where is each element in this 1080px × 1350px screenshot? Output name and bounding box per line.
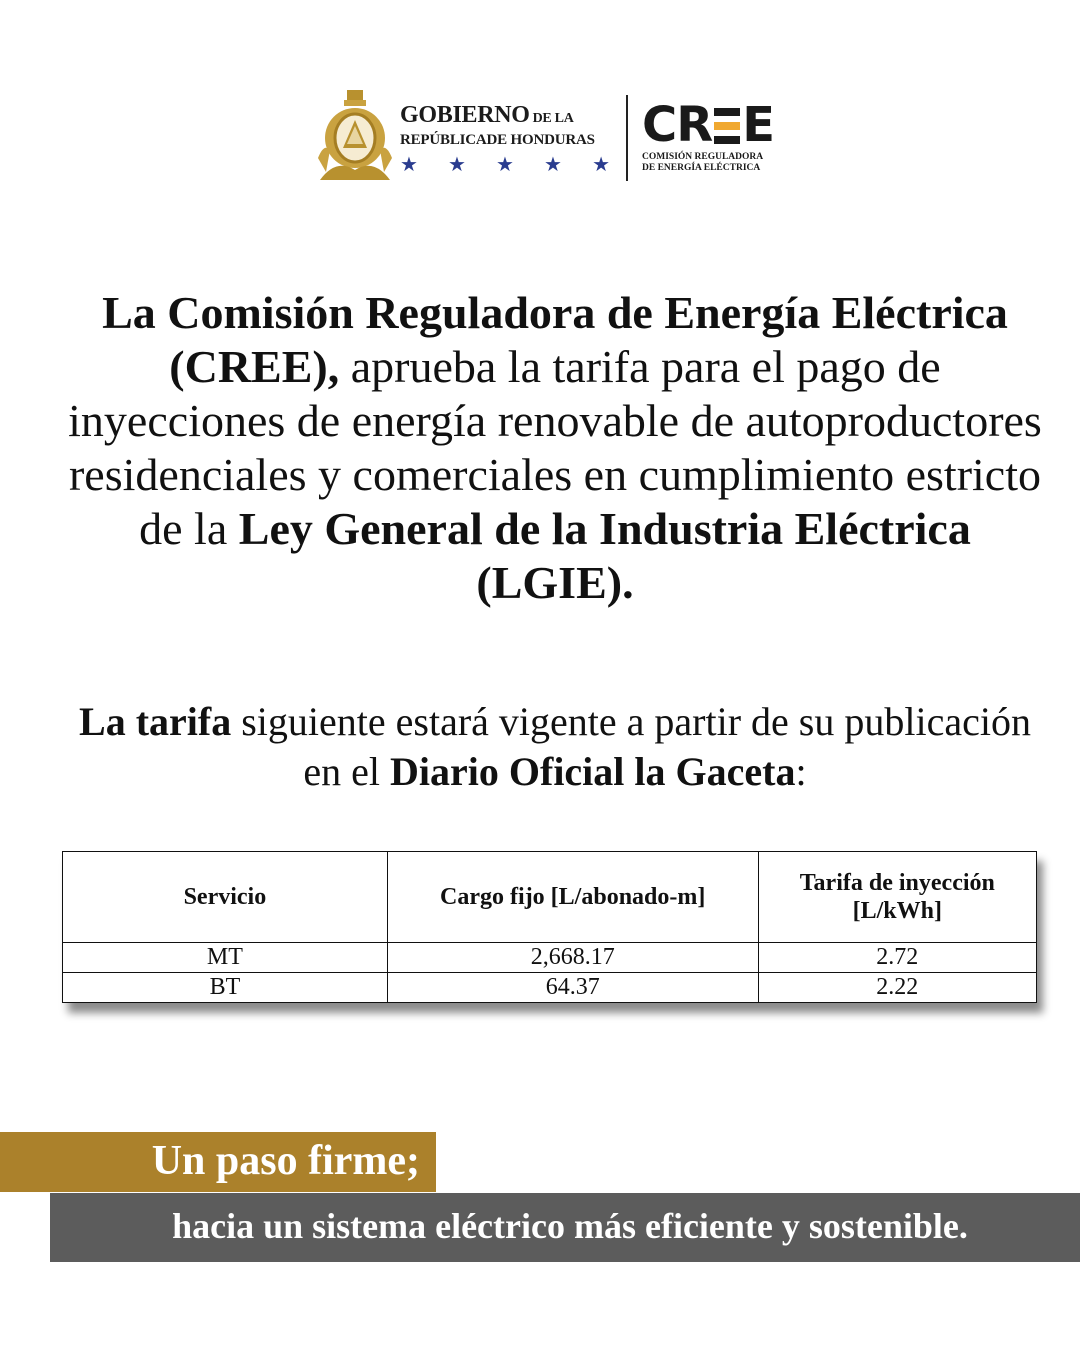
subline-text-2: :	[795, 749, 807, 794]
tariff-table-card	[62, 851, 1037, 1003]
subline-bold-2: Diario Oficial la Gaceta	[390, 749, 796, 794]
star-icon: ★	[400, 152, 418, 176]
cree-subtitle-2: DE ENERGÍA ELÉCTRICA	[642, 163, 761, 173]
cree-accent-e-icon	[714, 108, 740, 144]
subline-text-1: siguiente estará vigente a partir de su publicación en el	[231, 699, 1031, 794]
cree-logo	[642, 97, 774, 174]
cell-tarifa: 2.72	[758, 943, 1036, 973]
star-icon: ★	[448, 152, 466, 176]
logo-divider	[626, 95, 628, 181]
header-tarifa-inyeccion: Tarifa de inyección [L/kWh]	[758, 852, 1036, 943]
slogan-banner-gold: Un paso firme;	[0, 1132, 436, 1192]
validity-paragraph	[60, 697, 1050, 797]
header-logos	[316, 86, 774, 190]
cree-letter-c: C	[642, 97, 677, 153]
cell-servicio: MT	[63, 943, 388, 973]
table-row	[63, 943, 1037, 973]
headline-text: aprueba la tarifa para el pago de inyecciones de energía renovable de autoproductores residenciales y comerciales en cumplimiento estricto de la	[68, 341, 1042, 554]
subline-bold-1: La tarifa	[79, 699, 232, 744]
gov-subtitle: REPÚBLICADE HONDURAS	[400, 132, 595, 148]
gov-title-small: DE LA	[532, 111, 574, 126]
table-row	[63, 973, 1037, 1003]
headline-paragraph	[60, 286, 1050, 610]
slogan-banner-gray: hacia un sistema eléctrico más eficiente y sostenible.	[50, 1193, 1080, 1262]
cree-letter-r: R	[676, 97, 713, 153]
cree-subtitle-1: COMISIÓN REGULADORA	[642, 152, 764, 162]
header-servicio: Servicio	[63, 852, 388, 943]
star-icon: ★	[544, 152, 562, 176]
honduras-coat-of-arms-icon	[316, 88, 394, 188]
cree-letter-e: E	[742, 97, 774, 153]
star-icon: ★	[592, 152, 610, 176]
headline-bold-2: Ley General de la Industria Eléctrica (LGIE).	[238, 503, 971, 608]
cell-cargo-fijo: 64.37	[387, 973, 758, 1003]
stars-row	[400, 154, 610, 174]
headline-bold-1: La Comisión Reguladora de Energía Eléctrica (CREE),	[102, 287, 1008, 392]
cree-wordmark	[642, 97, 774, 153]
tariff-table	[62, 851, 1037, 1003]
table-header-row	[63, 852, 1037, 943]
gov-title: GOBIERNO	[400, 102, 530, 128]
cell-tarifa: 2.22	[758, 973, 1036, 1003]
cell-cargo-fijo: 2,668.17	[387, 943, 758, 973]
header-cargo-fijo: Cargo fijo [L/abonado-m]	[387, 852, 758, 943]
cell-servicio: BT	[63, 973, 388, 1003]
star-icon: ★	[496, 152, 514, 176]
government-wordmark	[400, 102, 610, 174]
